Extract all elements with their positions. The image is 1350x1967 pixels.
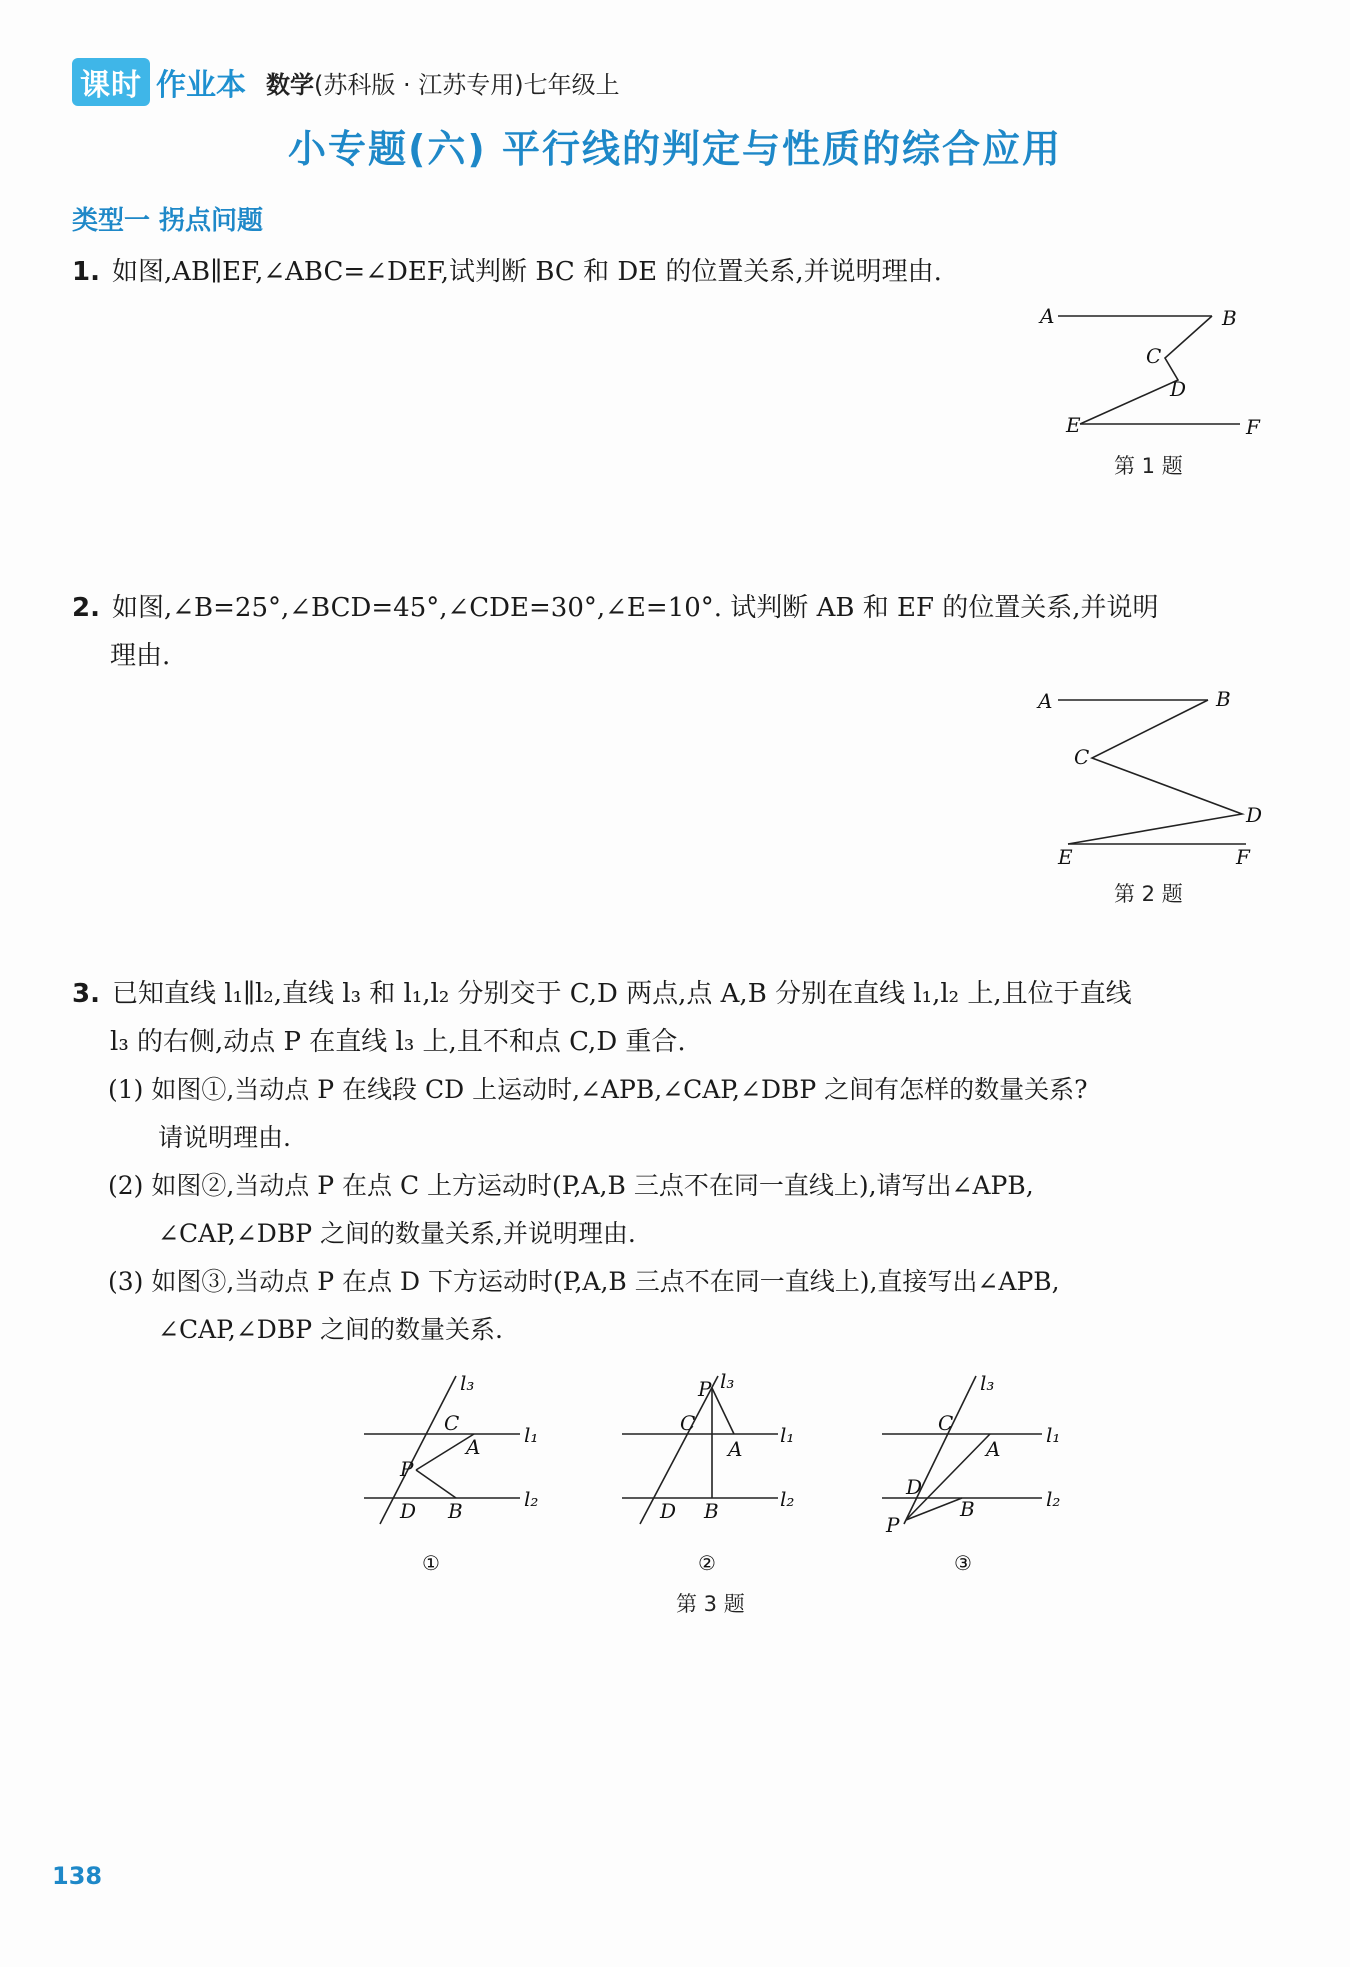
label-D: D (400, 1499, 417, 1523)
label-P: P (886, 1513, 900, 1537)
question-text-cont: l₃ 的右侧,动点 P 在直线 l₃ 上,且不和点 C,D 重合. (110, 1027, 686, 1057)
path-BCDE (1068, 700, 1242, 844)
label-F: F (1246, 415, 1260, 439)
label-B: B (704, 1499, 719, 1523)
question-1 (72, 248, 1272, 296)
figure-q3 (350, 1366, 1070, 1575)
label-A: A (466, 1435, 481, 1459)
label-l3: l₃ (980, 1371, 995, 1395)
question-number: 3. (72, 979, 100, 1009)
brand-logo: 课时 (72, 58, 150, 106)
label-l1: l₁ (1046, 1423, 1061, 1447)
label-l1: l₁ (780, 1423, 795, 1447)
label-A: A (1040, 304, 1055, 328)
question-text: 如图,AB∥EF,∠ABC=∠DEF,试判断 BC 和 DE 的位置关系,并说明理由. (111, 257, 942, 287)
label-D: D (660, 1499, 677, 1523)
label-P: P (400, 1457, 414, 1481)
sub-question-text: (3) 如图③,当动点 P 在点 D 下方运动时(P,A,B 三点不在同一直线上),直接写出∠APB, (108, 1267, 1060, 1296)
label-C: C (938, 1411, 954, 1435)
label-A: A (728, 1437, 743, 1461)
page-number: 138 (52, 1862, 103, 1890)
label-P: P (698, 1377, 712, 1401)
label-B: B (1222, 306, 1237, 330)
label-A: A (1038, 689, 1053, 713)
label-A: A (986, 1437, 1001, 1461)
figure-q3-1 (364, 1371, 538, 1575)
sub-question-3 (108, 1258, 1268, 1354)
label-l3: l₃ (720, 1369, 735, 1393)
sub-question-1 (108, 1066, 1268, 1162)
sub-question-text: (1) 如图①,当动点 P 在线段 CD 上运动时,∠APB,∠CAP,∠DBP 之间有怎样的数量关系? (108, 1075, 1088, 1104)
label-l2: l₂ (780, 1487, 795, 1511)
question-number: 1. (72, 257, 100, 287)
figure-q3-3 (882, 1371, 1060, 1575)
question-2 (72, 584, 1272, 680)
label-D: D (1170, 377, 1187, 401)
sub-question-text-cont: ∠CAP,∠DBP 之间的数量关系,并说明理由. (158, 1219, 636, 1248)
figure-caption: 第 3 题 (676, 1592, 745, 1616)
question-text-cont: 理由. (110, 641, 171, 671)
label-B: B (960, 1497, 975, 1521)
label-l3: l₃ (460, 1371, 475, 1395)
figure-number: ① (422, 1551, 440, 1575)
label-C: C (1146, 344, 1162, 368)
subject-bold: 数学 (266, 70, 314, 99)
question-number: 2. (72, 593, 100, 623)
label-E: E (1066, 413, 1081, 437)
label-l2: l₂ (1046, 1487, 1061, 1511)
label-F: F (1236, 845, 1250, 869)
figure-q3-2 (622, 1369, 794, 1575)
header (72, 58, 620, 106)
label-C: C (444, 1411, 460, 1435)
label-C: C (1074, 745, 1090, 769)
sub-question-text: (2) 如图②,当动点 P 在点 C 上方运动时(P,A,B 三点不在同一直线上),请写出∠APB, (108, 1171, 1034, 1200)
figure-caption: 第 1 题 (1114, 454, 1183, 478)
section-heading: 类型一 拐点问题 (72, 206, 264, 236)
sub-question-2 (108, 1162, 1268, 1258)
sub-question-text-cont: ∠CAP,∠DBP 之间的数量关系. (158, 1315, 503, 1344)
question-text: 已知直线 l₁∥l₂,直线 l₃ 和 l₁,l₂ 分别交于 C,D 两点,点 A,B 分别在直线 l₁,l₂ 上,且位于直线 (111, 979, 1132, 1009)
label-E: E (1058, 845, 1073, 869)
subject (266, 65, 620, 100)
figure-caption: 第 2 题 (1114, 882, 1183, 906)
sub-question-text-cont: 请说明理由. (158, 1123, 291, 1152)
figure-q1 (1030, 296, 1270, 446)
label-B: B (1216, 687, 1231, 711)
subject-rest: (苏科版 · 江苏专用)七年级上 (314, 70, 620, 99)
page-title: 小专题(六) 平行线的判定与性质的综合应用 (288, 127, 1062, 171)
question-text: 如图,∠B=25°,∠BCD=45°,∠CDE=30°,∠E=10°. 试判断 AB 和 EF 的位置关系,并说明 (111, 593, 1159, 623)
path-BCDE (1080, 316, 1212, 424)
figure-q2 (1030, 680, 1270, 870)
label-l2: l₂ (524, 1487, 539, 1511)
question-3 (72, 970, 1272, 1066)
label-D: D (1246, 803, 1263, 827)
figure-number: ② (698, 1551, 716, 1575)
figure-number: ③ (954, 1551, 972, 1575)
label-B: B (448, 1499, 463, 1523)
brand-name: 作业本 (156, 68, 246, 103)
label-D: D (906, 1475, 923, 1499)
label-l1: l₁ (524, 1423, 539, 1447)
label-C: C (680, 1411, 696, 1435)
